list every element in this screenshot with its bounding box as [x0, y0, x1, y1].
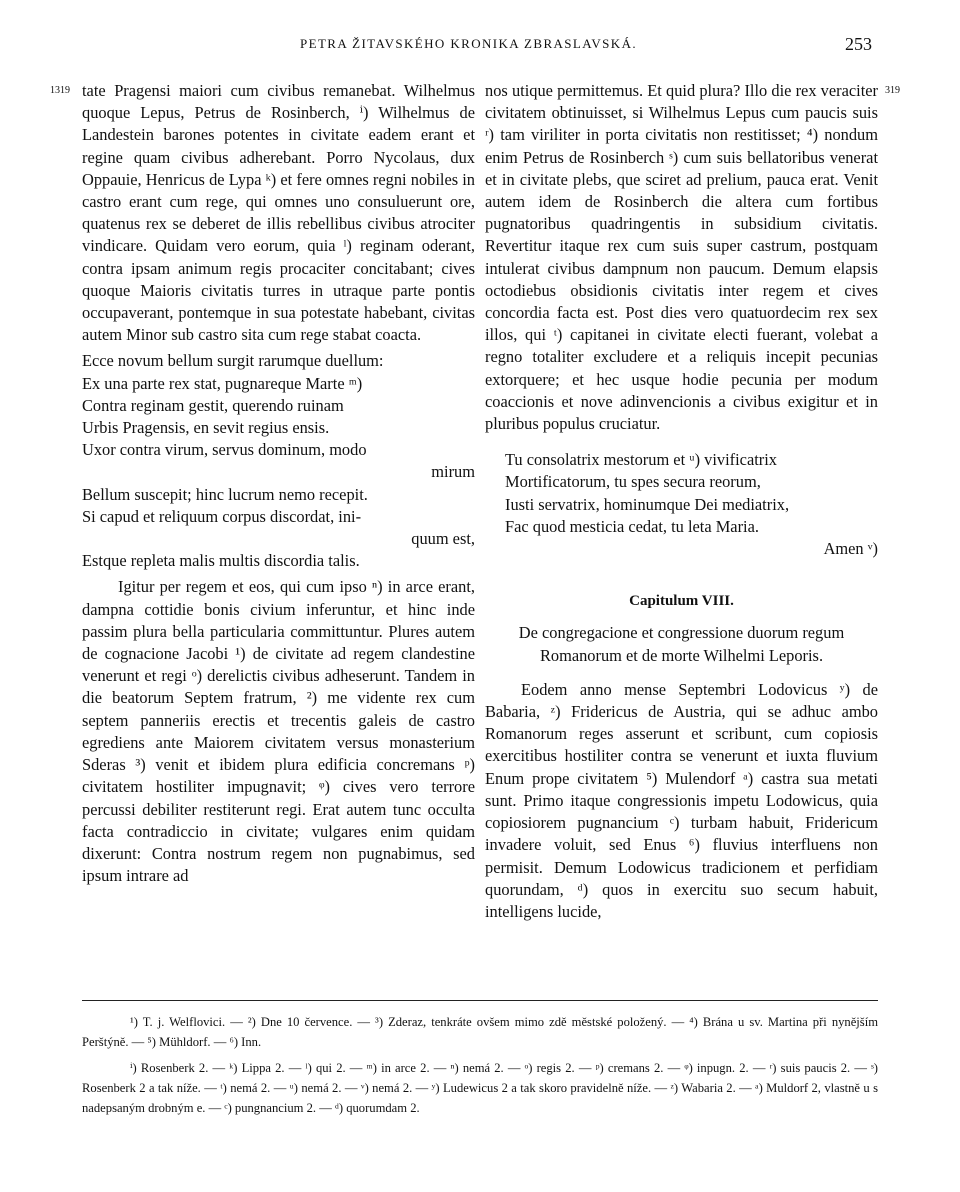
right-column	[485, 80, 878, 923]
verse-line: Ecce novum bellum surgit rarumque duellum:	[82, 351, 384, 371]
verse-block	[505, 449, 878, 560]
verse-line: Bellum suscepit; hinc lucrum nemo recepit.	[82, 484, 368, 504]
verse-line: Si capud et reliquum corpus discordat, ini-	[82, 506, 362, 526]
paragraph: Eodem anno mense Septembri Lodovicus ʸ) de Babaria, ᶻ) Fridericus de Austria, qui se adhuc ambo Romanorum reges asserunt et scribunt, cum copiosis exercitibus hostiliter contra se venerunt et iuxta fluvium Enum prope civitatem ⁵) Mulendorf ᵃ) castra sua metati sunt. Primo itaque congressionis impetu Lodowicus, quia copiosiorem pugnancium ᶜ) turbam habuit, Fridericum invadere voluit, sed Enus ⁶) fluvius interfluens non permisit. Demum Lodowicus tradicionem et perfidiam quorundam, ᵈ) quos in exercitu suo secum habuit, intelligens lucide,	[485, 679, 878, 921]
verse-block	[82, 350, 475, 572]
verse-line: Contra reginam gestit, querendo ruinam	[82, 395, 344, 415]
margin-year-number: 319	[885, 85, 900, 96]
verse-amen: Amen ᵛ)	[823, 539, 878, 559]
verse-line: Mortificatorum, tu spes secura reorum,	[505, 472, 761, 492]
margin-year-number: 1319	[50, 85, 70, 96]
verse-line-continuation: quum est,	[411, 529, 475, 549]
verse-line: Fac quod mesticia cedat, tu leta Maria.	[505, 516, 759, 536]
page-header	[0, 36, 960, 60]
verse-line: Urbis Pragensis, en sevit regius ensis.	[82, 418, 330, 438]
verse-line-continuation: mirum	[431, 462, 475, 482]
footnote-divider	[82, 1000, 878, 1001]
chapter-heading: Capitulum VIII.	[629, 593, 734, 610]
page-number: 253	[845, 34, 872, 54]
paragraph: Igitur per regem et eos, qui cum ipso ⁿ) in arce erant, dampna cottidie bonis civium inferuntur, et hinc inde passim plura bella particularia committuntur. Plures autem de cognacione Jacobi ¹) de civitate ad regem clandestine venerunt et regi ᵒ) derelictis civibus adheserunt. Tandem in die beatorum Septem fratrum, ²) me vidente rex cum septem panneriis erectis et trecentis galeis de castro egrediens ante Maiorem civitatem versus monasterium Sderas ³) venit et ibidem plura edificia concremans ᵖ) civitatem hostiliter impugnavit; ᵠ) cives vero terrore percussi debiliter restiterunt regi. Erat autem tunc occulta facta contradiccio in civitate; vulgares enim quidam dixerunt: Contra nostrum regem non pugnabimus, sed ipsum intrare ad	[82, 577, 475, 886]
footnotes	[82, 1012, 878, 1124]
chapter-title: De congregacione et congressione duorum regum Romanorum et de morte Wilhelmi Leporis.	[518, 623, 845, 665]
footnote-block: ¹) T. j. Welflovici. — ²) Dne 10 července. — ³) Zderaz, tenkráte ovšem mimo zdě městské položený. — ⁴) Brána u sv. Martina při nynějším Perštýně. — ⁵) Mühldorf. — ⁶) Inn.	[82, 1015, 878, 1049]
verse-line: Uxor contra virum, servus dominum, modo	[82, 440, 367, 460]
paragraph: nos utique permittemus. Et quid plura? Illo die rex veraciter civitatem obtinuisset, si Wilhelmus Lepus cum paucis suis ʳ) tam viriliter in porta civitatis non restitisset; ⁴) nondum enim Petrus de Rosinberch ˢ) cum suis bellatoribus venerat et in civitate plebs, que sciret ad prelium, pauca erat. Venit autem idem de Rosinberch die altera cum fortibus pugnatoribus quadringentis in subsidium civitatis. Revertitur itaque rex cum suis super castrum, postquam intulerat civibus dampnum non paucum. Demum elapsis octodiebus obsidionis civitatis inter regem et cives concordia facta est. Post dies vero quatuordecim rex sex illos, qui ᵗ) capitanei in civitate electi fuerant, volebat a regno totaliter excludere et a reliquis incepit pecunias extorquere; et hec usque hodie pecunia per modum coaccionis et nove adinvencionis a civibus exigitur et in pluribus populus cruciatur.	[485, 81, 878, 434]
left-column	[82, 80, 475, 887]
verse-line: Iusti servatrix, hominumque Dei mediatrix,	[505, 494, 790, 514]
verse-line: Tu consolatrix mestorum et ᵘ) vivificatrix	[505, 450, 777, 470]
running-title: PETRA ŽITAVSKÉHO KRONIKA ZBRASLAVSKÁ.	[300, 36, 638, 51]
verse-line: Ex una parte rex stat, pugnareque Marte ᵐ)	[82, 373, 363, 393]
footnote-block: ⁱ) Rosenberk 2. — ᵏ) Lippa 2. — ˡ) qui 2. — ᵐ) in arce 2. — ⁿ) nemá 2. — ᵒ) regis 2. — ᵖ) cremans 2. — ᵠ) inpugn. 2. — ʳ) suis paucis 2. — ˢ) Rosenberk 2 a tak níže. — ᵗ) nemá 2. — ᵘ) nemá 2. — ᵛ) nemá 2. — ʸ) Ludewicus 2 a tak skoro pravidelně níže. — ᶻ) Wabaria 2. — ᵃ) Muldorf 2, vlastně u s nadepsaným drobným e. — ᶜ) pungnancium 2. — ᵈ) quorumdam 2.	[82, 1061, 878, 1115]
paragraph: tate Pragensi maiori cum civibus remanebat. Wilhelmus quoque Lepus, Petrus de Rosinberch, ⁱ) Wilhelmus de Landestein barones potentes in civitate eadem erant et regine quam civibus adherebant. Porro Nycolaus, dux Oppauie, Henricus de Lypa ᵏ) et fere omnes regni nobiles in castro erant cum rege, qui omnes uno consuluerunt ore, quatenus rex se deberet de illis rebellibus civibus atrociter vindicare. Quidam vero eorum, quia ˡ) reginam oderant, contra ipsam animum regis procaciter concitabant; cives quoque Maioris civitatis turres in utraque parte pontis occupaverant, pontemque in sua potestate habebant, civitas autem Minor sub castro sita cum rege stabat coacta.	[82, 81, 475, 345]
verse-line: Estque repleta malis multis discordia talis.	[82, 551, 360, 571]
